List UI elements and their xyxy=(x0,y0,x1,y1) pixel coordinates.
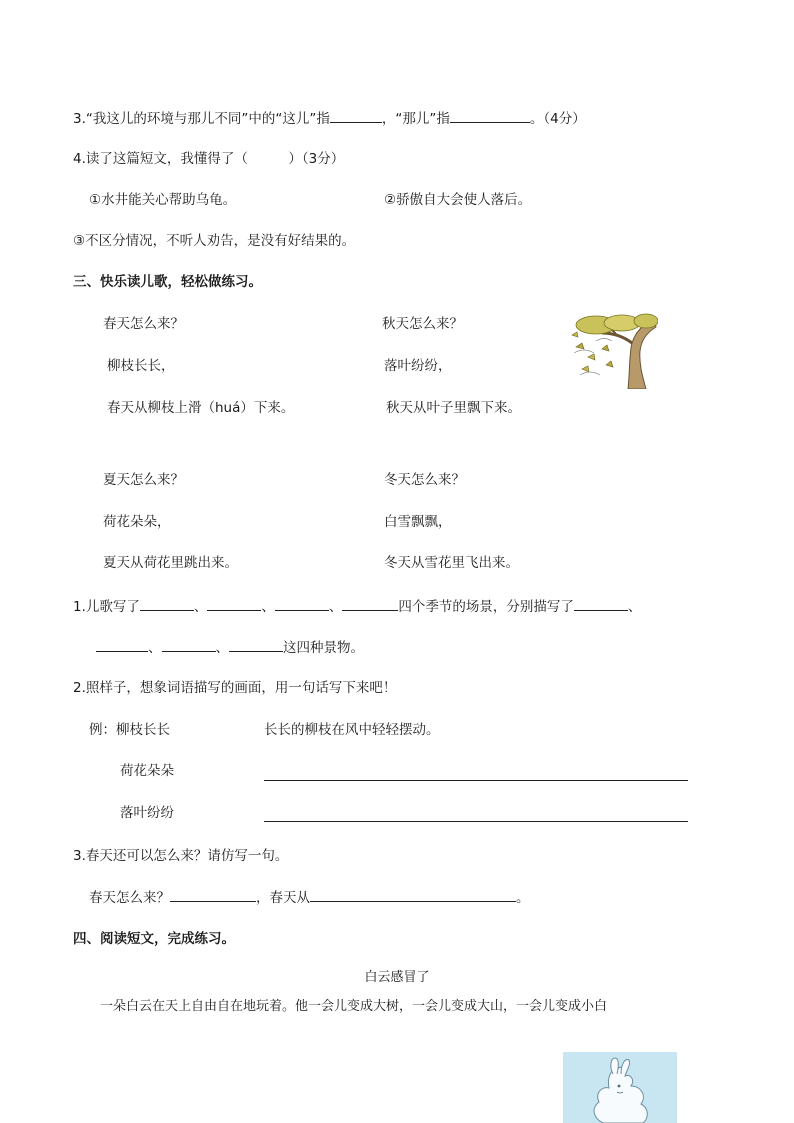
option-3: ③不区分情况，不听人劝告，是没有好结果的。 xyxy=(73,233,356,249)
answer-line-2[interactable] xyxy=(264,821,688,822)
story-paragraph: 一朵白云在天上自由自在地玩着。他一会儿变成大树，一会儿变成大山，一会儿变成小白 xyxy=(100,999,608,1014)
option-1: ①水井能关心帮助乌龟。 xyxy=(89,192,237,208)
poem-summer-1: 夏天怎么来？ xyxy=(103,472,184,488)
poem-winter-3: 冬天从雪花里飞出来。 xyxy=(384,555,519,571)
poem-spring-2: 柳枝长长， xyxy=(107,358,175,374)
answer-blank[interactable] xyxy=(330,108,382,123)
answer-blank[interactable] xyxy=(342,596,398,611)
answer-blank[interactable] xyxy=(275,596,329,611)
answer-blank[interactable] xyxy=(229,637,283,652)
cloud-icon xyxy=(563,1052,677,1123)
item-leaves: 落叶纷纷 xyxy=(120,805,174,821)
answer-blank[interactable] xyxy=(574,596,628,611)
poem-summer-3: 夏天从荷花里跳出来。 xyxy=(103,555,238,571)
question-2-prompt: 2.照样子，想象词语描写的画面，用一句话写下来吧！ xyxy=(73,680,397,696)
question-3-prompt: 3.春天还可以怎么来？请仿写一句。 xyxy=(73,848,289,864)
question-1: 1.儿歌写了 、 、 、 四个季节的场景，分别描写了 、 xyxy=(73,596,641,617)
question-3-fill: 春天怎么来？ ，春天从 。 xyxy=(89,887,530,908)
answer-blank[interactable] xyxy=(207,596,261,611)
question-1-cont: 、 、 这四种景物。 xyxy=(96,637,364,658)
answer-blank[interactable] xyxy=(96,637,148,652)
answer-blank[interactable] xyxy=(450,108,530,123)
poem-summer-2: 荷花朵朵， xyxy=(103,514,171,530)
poem-winter-2: 白雪飘飘， xyxy=(384,514,452,530)
poem-spring-3: 春天从柳枝上滑（huá）下来。 xyxy=(107,400,295,416)
answer-blank[interactable] xyxy=(310,887,516,902)
autumn-tree-icon xyxy=(566,313,658,389)
poem-autumn-2: 落叶纷纷， xyxy=(384,358,452,374)
section-3-title: 三、快乐读儿歌，轻松做练习。 xyxy=(73,274,262,290)
example-label: 例：柳枝长长 xyxy=(89,722,170,738)
option-2: ②骄傲自大会使人落后。 xyxy=(384,192,532,208)
answer-line-1[interactable] xyxy=(264,780,688,781)
poem-autumn-1: 秋天怎么来？ xyxy=(382,316,463,332)
answer-blank[interactable] xyxy=(140,596,194,611)
answer-blank[interactable] xyxy=(170,887,256,902)
poem-spring-1: 春天怎么来？ xyxy=(103,316,184,332)
section-4-title: 四、阅读短文，完成练习。 xyxy=(73,931,235,947)
story-title: 白云感冒了 xyxy=(364,970,430,985)
answer-blank[interactable] xyxy=(162,637,216,652)
example-answer: 长长的柳枝在风中轻轻摆动。 xyxy=(264,722,440,738)
question-3-3: 3.“我这儿的环境与那儿不同”中的“这儿”指 ，“那儿”指 。（4分） xyxy=(73,108,586,129)
poem-autumn-3: 秋天从叶子里飘下来。 xyxy=(386,400,521,416)
question-3-4: 4.读了这篇短文，我懂得了（ ）（3分） xyxy=(73,151,345,167)
item-lotus: 荷花朵朵 xyxy=(120,763,174,779)
poem-winter-1: 冬天怎么来？ xyxy=(384,472,465,488)
